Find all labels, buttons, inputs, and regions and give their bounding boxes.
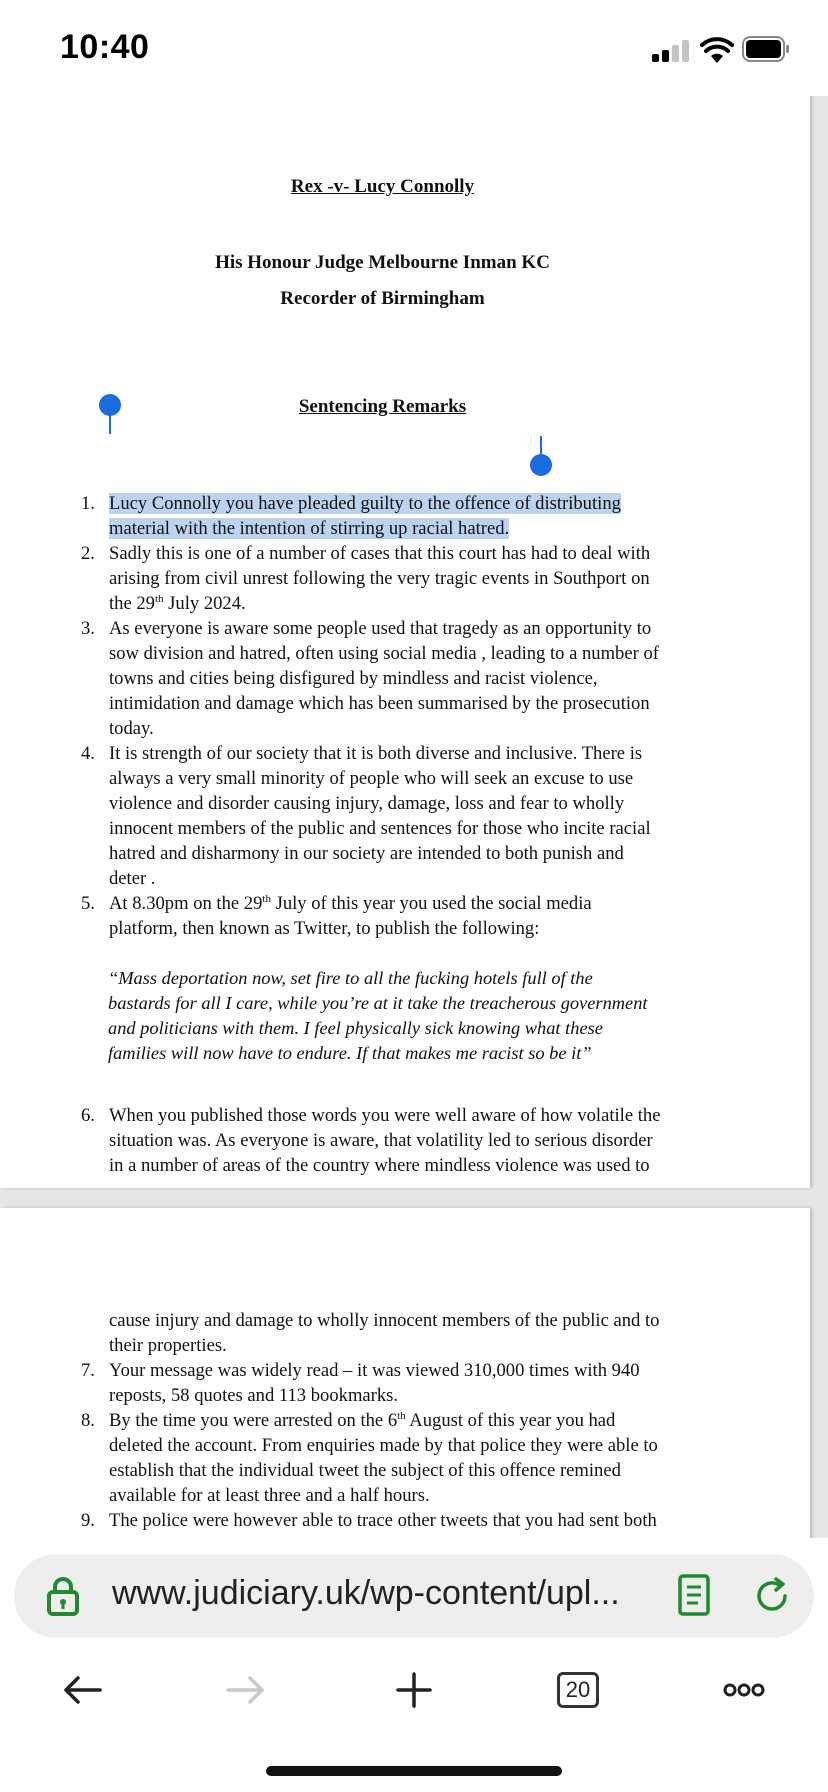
reader-mode-icon[interactable] xyxy=(678,1574,710,1616)
new-tab-plus-icon xyxy=(396,1672,432,1708)
paragraph-2: 2. Sadly this is one of a number of cases that this court has had to deal with arising from civil unrest following the very tragic events in Southport on the 29th July 2024. xyxy=(81,543,651,614)
back-arrow-icon xyxy=(62,1674,102,1706)
paragraph-9: 9. The police were however able to trace other tweets that you had sent both xyxy=(81,1510,657,1531)
more-menu-button[interactable] xyxy=(714,1660,774,1720)
selected-text[interactable]: Lucy Connolly you have pleaded guilty to the offence of distributing xyxy=(109,493,621,514)
pdf-page-2 xyxy=(0,1208,810,1538)
tabs-icon xyxy=(557,1672,599,1708)
pdf-page-1 xyxy=(0,96,810,1188)
forward-button[interactable] xyxy=(216,1660,276,1720)
reload-icon[interactable] xyxy=(752,1576,792,1616)
wifi-icon xyxy=(700,36,734,64)
status-time: 10:40 xyxy=(60,28,150,66)
tab-count: 20 xyxy=(565,1677,591,1702)
more-icon xyxy=(723,1682,765,1698)
paragraph-8: 8. By the time you were arrested on the 6th August of this year you had deleted the account. From enquiries made by that police they were able to establish that the individual tweet the subject of this offence remined available for at least three and a half hours. xyxy=(81,1409,658,1506)
judge-name: His Honour Judge Melbourne Inman KC xyxy=(215,252,550,273)
new-tab-button[interactable] xyxy=(384,1660,444,1720)
cellular-signal-icon xyxy=(652,40,692,62)
battery-icon xyxy=(742,36,790,62)
selected-text[interactable]: material with the intention of stirring up racial hatred. xyxy=(109,518,510,539)
paragraph-1[interactable]: 1. Lucy Connolly you have pleaded guilty to the offence of distributing material with the intention of stirring up racial hatred. xyxy=(81,493,621,539)
home-indicator[interactable] xyxy=(266,1766,562,1776)
pdf-viewer[interactable] xyxy=(0,96,828,1538)
browser-toolbar xyxy=(0,1640,828,1740)
quoted-tweet: “Mass deportation now, set fire to all the fucking hotels full of the bastards for all I care, while you’re at it take the treacherous government and politicians with them. I feel physically sick knowing what these families will now have to endure. If that makes me racist so be it” xyxy=(108,968,648,1063)
judge-title: Recorder of Birmingham xyxy=(280,288,485,309)
paragraph-6-continued: cause injury and damage to wholly innocent members of the public and to their properties. xyxy=(109,1310,660,1356)
url-text[interactable]: www.judiciary.uk/wp-content/upl... xyxy=(112,1574,620,1612)
status-bar xyxy=(0,0,828,96)
address-bar[interactable] xyxy=(14,1554,814,1638)
forward-arrow-icon xyxy=(226,1674,266,1706)
tabs-button[interactable] xyxy=(548,1660,608,1720)
selection-start-caret xyxy=(109,410,111,434)
section-heading: Sentencing Remarks xyxy=(298,396,467,417)
lock-icon[interactable] xyxy=(46,1576,80,1616)
paragraph-4: 4. It is strength of our society that it is both diverse and inclusive. There is always a very small minority of people who will seek an excuse to use violence and disorder causing injury, damage, loss and fear to wholly innocent members of the public and sentences for those who incite racial hatred and disharmony in our society are intended to both punish and deter . xyxy=(81,743,651,889)
back-button[interactable] xyxy=(52,1660,112,1720)
document-title: Rex -v- Lucy Connolly xyxy=(290,176,475,197)
paragraph-5: 5. At 8.30pm on the 29th July of this year you used the social media platform, then known as Twitter, to publish the following: xyxy=(81,892,592,939)
paragraph-6: 6. When you published those words you were well aware of how volatile the situation was. As everyone is aware, that volatility led to serious disorder in a number of areas of the country where mindless violence was used to xyxy=(81,1105,661,1176)
selection-end-handle[interactable] xyxy=(530,454,552,476)
paragraph-3: 3. As everyone is aware some people used that tragedy as an opportunity to sow division and hatred, often using social media , leading to a number of towns and cities being disfigured by mindless and racist violence, intimidation and damage which has been summarised by the prosecution today. xyxy=(81,618,659,739)
paragraph-7: 7. Your message was widely read – it was viewed 310,000 times with 940 reposts, 58 quotes and 113 bookmarks. xyxy=(81,1360,640,1406)
